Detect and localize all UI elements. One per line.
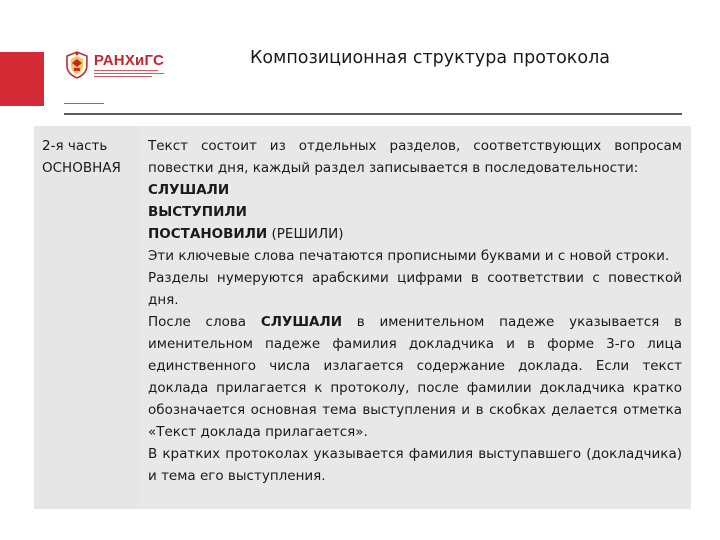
table-left-cell — [34, 126, 139, 509]
section-name: ОСНОВНАЯ — [42, 160, 121, 176]
keyword-postanovili: ПОСТАНОВИЛИ — [148, 226, 268, 242]
title-divider — [64, 113, 682, 115]
part-label: 2-я часть — [42, 138, 108, 154]
short-divider — [64, 103, 104, 104]
keyword-slushali: СЛУШАЛИ — [148, 182, 230, 198]
accent-bar — [0, 52, 44, 106]
slide-title: Композиционная структура протокола — [250, 48, 610, 68]
section-label — [42, 135, 138, 179]
emblem-icon — [64, 50, 90, 80]
slushali-paragraph — [148, 311, 682, 443]
keyword-vystupili: ВЫСТУПИЛИ — [148, 204, 247, 220]
ranepa-logo — [64, 48, 164, 82]
slushali-paragraph-rest: в именительном падеже указывается в именительном падеже фамилия докладчика и в форме 3-го лица единственного числа излагается содержание доклада. Если текст доклада прилагается к протоколу, после фамилии докладчика кратко обозначается основная тема выступления и в скобках делается отметка «Текст доклада прилагается». — [148, 314, 682, 440]
keyword-postanovili-line — [148, 223, 682, 245]
keyword-postanovili-suffix: (РЕШИЛИ) — [267, 226, 344, 242]
slushali-paragraph-keyword: СЛУШАЛИ — [260, 314, 342, 330]
logo-name: РАНХиГС — [93, 52, 164, 69]
logo-subtitle-lines — [94, 70, 164, 77]
numbering-paragraph: Разделы нумеруются арабскими цифрами в соответствии с повесткой дня. — [148, 270, 682, 308]
keywords-format-paragraph: Эти ключевые слова печатаются прописными буквами и с новой строки. — [148, 248, 670, 264]
section-description — [148, 135, 682, 487]
short-protocol-paragraph: В кратких протоколах указывается фамилия выступавшего (докладчика) и тема его выступления. — [148, 446, 682, 484]
intro-paragraph: Текст состоит из отдельных разделов, соответствующих вопросам повестки дня, каждый раздел записывается в последовательности: — [148, 138, 682, 176]
slushali-paragraph-start: После слова — [148, 314, 261, 330]
